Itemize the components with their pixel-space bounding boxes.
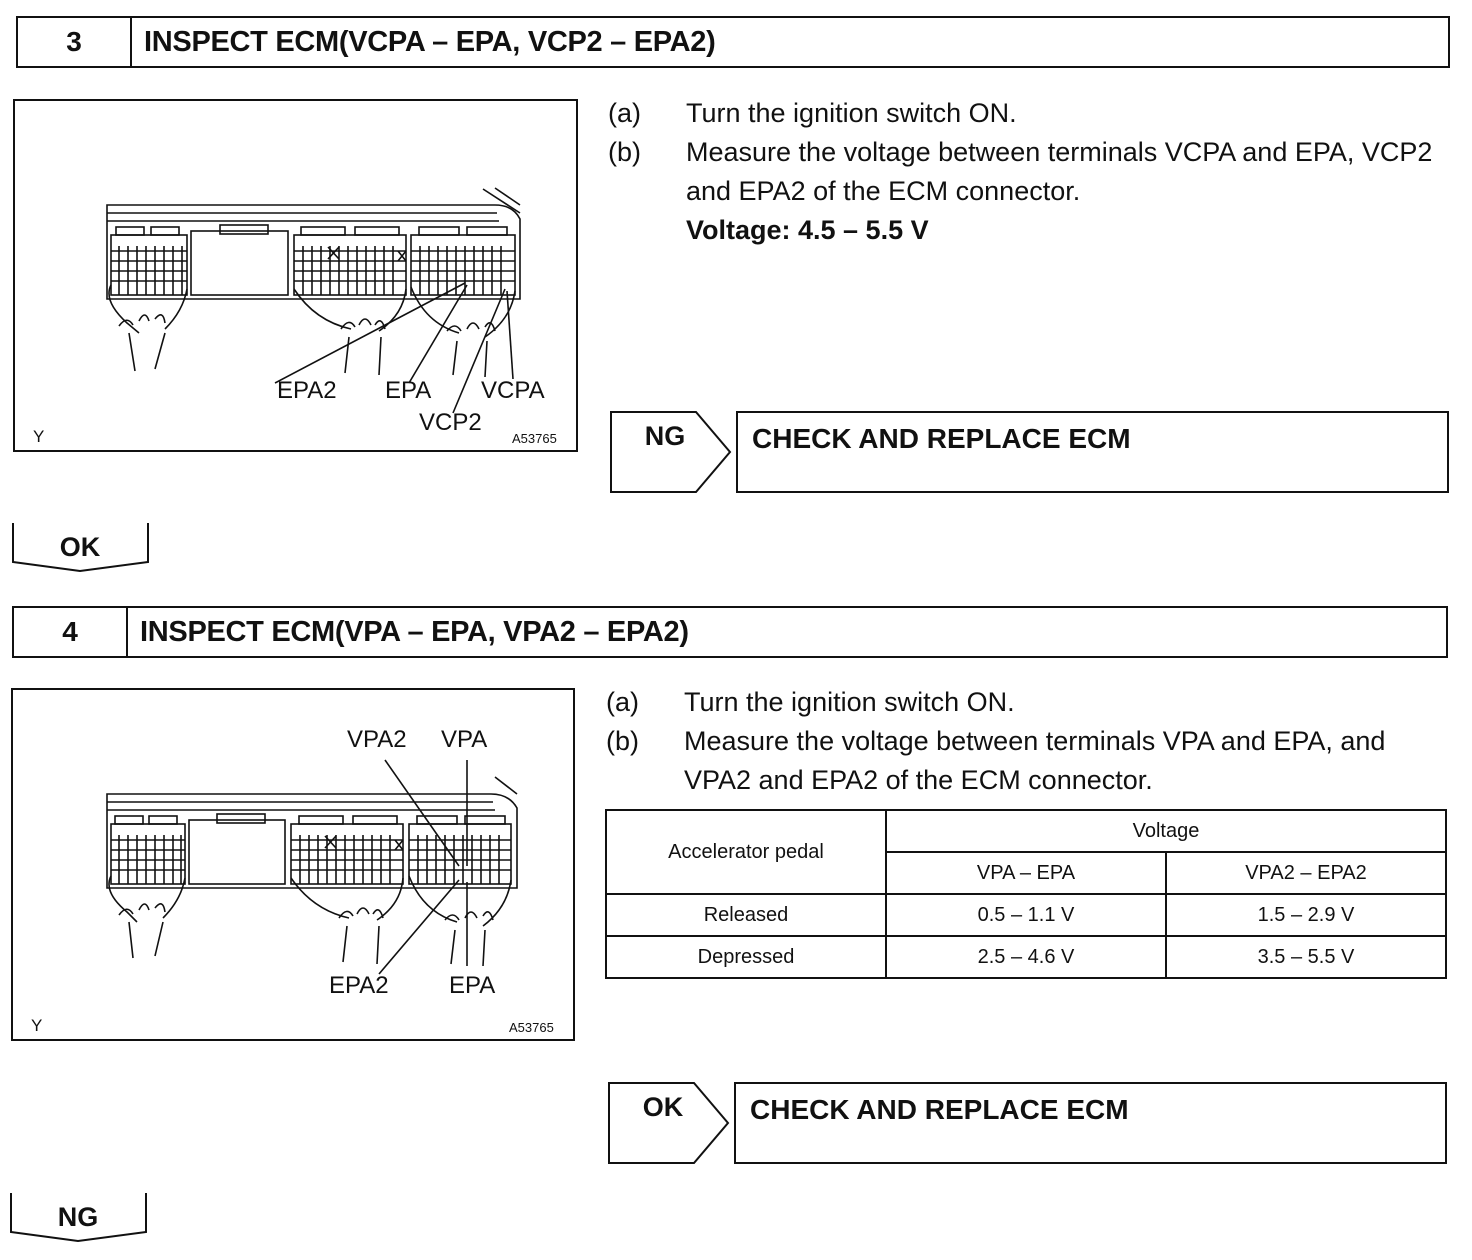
step4-header xyxy=(12,606,1448,658)
cell-pedal: Released xyxy=(606,894,886,936)
step4-result-tag xyxy=(608,1082,730,1164)
step4-result-label: OK xyxy=(642,1092,684,1122)
label-epa2: EPA2 xyxy=(329,972,389,999)
instruction-text: Turn the ignition switch ON. xyxy=(686,98,1017,128)
step4-title: INSPECT ECM(VPA – EPA, VPA2 – EPA2) xyxy=(140,615,689,648)
table-row xyxy=(606,894,1446,936)
instruction-mark: (b) xyxy=(606,726,639,756)
label-vcp2: VCP2 xyxy=(419,409,482,436)
step4-number: 4 xyxy=(14,608,128,656)
label-vpa2: VPA2 xyxy=(347,726,407,753)
label-epa: EPA xyxy=(385,377,432,404)
cell-vpa2-epa2: 3.5 – 5.5 V xyxy=(1166,936,1446,978)
instruction-mark: (b) xyxy=(608,137,641,167)
figure-corner-mark: Y xyxy=(33,427,45,446)
instruction-mark: (a) xyxy=(606,687,639,717)
step3-next-tab xyxy=(12,522,150,572)
instruction-mark: (a) xyxy=(608,98,641,128)
instruction-b xyxy=(606,722,1448,800)
instruction-text: Measure the voltage between terminals VCPA and EPA, VCP2 and EPA2 of the ECM connector. xyxy=(686,137,1433,206)
header-vpa-epa: VPA – EPA xyxy=(886,852,1166,894)
step3-result-tag xyxy=(610,411,732,493)
voltage-table xyxy=(605,809,1447,979)
label-epa2: EPA2 xyxy=(277,377,337,404)
header-vpa2-epa2: VPA2 – EPA2 xyxy=(1166,852,1446,894)
step4-next-tab xyxy=(10,1192,148,1242)
step3-instructions xyxy=(608,94,1450,250)
step3-result-box: CHECK AND REPLACE ECM xyxy=(736,411,1449,493)
table-row xyxy=(606,936,1446,978)
step3-title: INSPECT ECM(VCPA – EPA, VCP2 – EPA2) xyxy=(144,25,716,58)
label-vcpa: VCPA xyxy=(481,377,545,404)
voltage-spec xyxy=(608,211,1450,250)
step4-instructions xyxy=(606,683,1448,800)
instruction-a xyxy=(608,94,1450,133)
figure-corner-mark: Y xyxy=(31,1016,43,1035)
step3-connector-figure xyxy=(13,99,578,452)
step3-result-label: NG xyxy=(644,421,686,451)
cell-pedal: Depressed xyxy=(606,936,886,978)
instruction-text: Measure the voltage between terminals VPA and EPA, and VPA2 and EPA2 of the ECM connector. xyxy=(684,726,1386,795)
step4-next-label: NG xyxy=(57,1202,99,1232)
cell-vpa-epa: 0.5 – 1.1 V xyxy=(886,894,1166,936)
step4-result-box: CHECK AND REPLACE ECM xyxy=(734,1082,1447,1164)
instruction-b xyxy=(608,133,1450,211)
cell-vpa2-epa2: 1.5 – 2.9 V xyxy=(1166,894,1446,936)
cell-vpa-epa: 2.5 – 4.6 V xyxy=(886,936,1166,978)
step4-connector-figure xyxy=(11,688,575,1041)
instruction-a xyxy=(606,683,1448,722)
label-vpa: VPA xyxy=(441,726,488,753)
instruction-text: Turn the ignition switch ON. xyxy=(684,687,1015,717)
header-voltage: Voltage xyxy=(886,810,1446,852)
voltage-spec-text: Voltage: 4.5 – 5.5 V xyxy=(686,215,929,245)
step3-number: 3 xyxy=(18,18,132,66)
step3-header xyxy=(16,16,1450,68)
step3-next-label: OK xyxy=(59,532,101,562)
figure-code: A53765 xyxy=(509,1020,554,1035)
figure-code: A53765 xyxy=(512,431,557,446)
label-epa: EPA xyxy=(449,972,496,999)
header-accelerator-pedal: Accelerator pedal xyxy=(606,810,886,894)
